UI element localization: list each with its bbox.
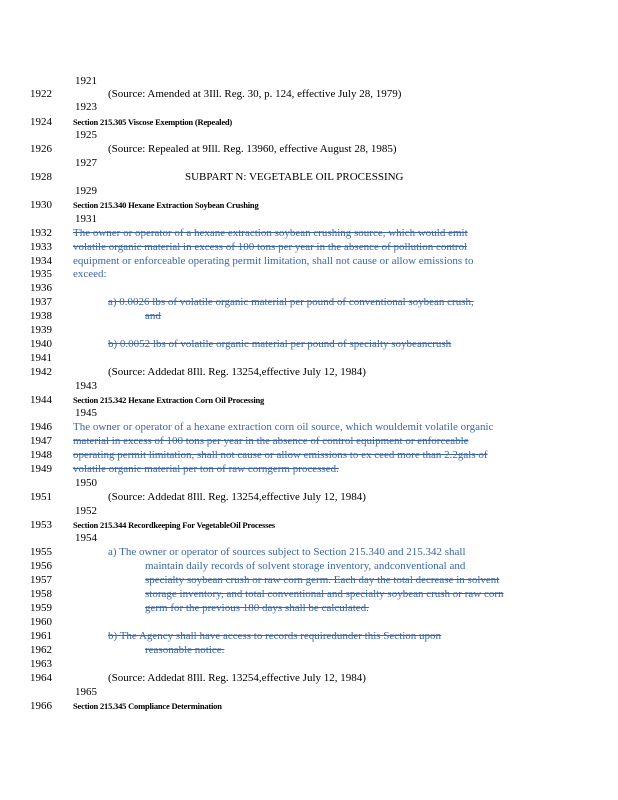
deleted-text: germ for the previous 180 days shall be calculated. xyxy=(145,602,369,614)
source-note: (Source: Addedat 8Ill. Reg. 13254,effective July 12, 1984) xyxy=(108,491,366,503)
line-number: 1950 xyxy=(75,477,97,489)
line-number: 1924 xyxy=(30,116,52,128)
line-number: 1936 xyxy=(30,282,52,294)
line-number: 1962 xyxy=(30,644,52,656)
line-number: 1960 xyxy=(30,616,52,628)
line-number: 1922 xyxy=(30,88,52,100)
line-number: 1948 xyxy=(30,449,52,461)
line-number: 1934 xyxy=(30,255,52,267)
section-heading: Section 215.345 Compliance Determination xyxy=(73,701,222,711)
line-number: 1952 xyxy=(75,505,97,517)
line-number: 1964 xyxy=(30,672,52,684)
section-heading: Section 215.344 Recordkeeping For VegetableOil Processes xyxy=(73,520,275,530)
line-number: 1943 xyxy=(75,380,97,392)
line-number: 1926 xyxy=(30,143,52,155)
source-note: (Source: Addedat 8Ill. Reg. 13254,effective July 12, 1984) xyxy=(108,366,366,378)
deleted-text: b) The Agency shall have access to records requiredunder this Section upon xyxy=(108,630,442,642)
section-heading: Section 215.340 Hexane Extraction Soybean Crushing xyxy=(73,200,259,210)
line-number: 1935 xyxy=(30,268,52,280)
section-heading: Section 215.342 Hexane Extraction Corn Oil Processing xyxy=(73,395,265,405)
deleted-text: volatile organic material in excess of 100 tons per year in the absence of pollution control xyxy=(73,241,468,253)
deleted-text: and xyxy=(145,310,161,322)
line-number: 1955 xyxy=(30,546,52,558)
line-number: 1932 xyxy=(30,227,52,239)
line-number: 1951 xyxy=(30,491,52,503)
source-note: (Source: Amended at 3Ill. Reg. 30, p. 124, effective July 28, 1979) xyxy=(108,88,402,100)
line-number: 1931 xyxy=(75,213,97,225)
inserted-text: The owner or operator of a hexane extraction corn oil source, which wouldemit volatile organic xyxy=(73,421,494,433)
line-number: 1944 xyxy=(30,394,52,406)
deleted-text: volatile organic material per ton of raw corngerm processed. xyxy=(73,463,339,475)
line-number: 1933 xyxy=(30,241,52,253)
line-number: 1956 xyxy=(30,560,52,572)
line-number: 1947 xyxy=(30,435,52,447)
deleted-text: The owner or operator of a hexane extraction soybean crushing source, which would emit xyxy=(73,227,468,239)
source-note: (Source: Repealed at 9Ill. Reg. 13960, effective August 28, 1985) xyxy=(108,143,397,155)
inserted-text: exceed: xyxy=(73,268,107,280)
deleted-text: specialty soybean crush or raw corn germ. Each day the total decrease in solvent xyxy=(145,574,500,586)
line-number: 1959 xyxy=(30,602,52,614)
line-number: 1965 xyxy=(75,686,97,698)
line-number: 1942 xyxy=(30,366,52,378)
section-heading: Section 215.305 Viscose Exemption (Repealed) xyxy=(73,117,233,127)
line-number: 1923 xyxy=(75,101,97,113)
inserted-text: maintain daily records of solvent storage inventory, andconventional and xyxy=(145,560,466,572)
line-number: 1928 xyxy=(30,171,52,183)
deleted-text: operating permit limitation, shall not cause or allow emissions to ex ceed more than 2.2gals of xyxy=(73,449,488,461)
line-number: 1941 xyxy=(30,352,52,364)
line-number: 1966 xyxy=(30,700,52,712)
source-note: (Source: Addedat 8Ill. Reg. 13254,effective July 12, 1984) xyxy=(108,672,366,684)
subpart-heading: SUBPART N: VEGETABLE OIL PROCESSING xyxy=(185,171,404,183)
line-number: 1929 xyxy=(75,185,97,197)
deleted-text: a) 0.0026 lbs of volatile organic material per pound of conventional soybean crush, xyxy=(108,296,474,308)
line-number: 1961 xyxy=(30,630,52,642)
line-number: 1957 xyxy=(30,574,52,586)
deleted-text: storage inventory, and total conventional and specialty soybean crush or raw corn xyxy=(145,588,504,600)
line-number: 1954 xyxy=(75,532,97,544)
line-number: 1938 xyxy=(30,310,52,322)
line-number: 1945 xyxy=(75,407,97,419)
line-number: 1946 xyxy=(30,421,52,433)
line-number: 1921 xyxy=(75,75,97,87)
line-number: 1953 xyxy=(30,519,52,531)
line-number: 1925 xyxy=(75,129,97,141)
line-number: 1958 xyxy=(30,588,52,600)
line-number: 1949 xyxy=(30,463,52,475)
line-number: 1930 xyxy=(30,199,52,211)
inserted-text: equipment or enforceable operating permit limitation, shall not cause or allow emissions to xyxy=(73,255,474,267)
deleted-text: reasonable notice. xyxy=(145,644,225,656)
line-number: 1927 xyxy=(75,157,97,169)
inserted-text: a) The owner or operator of sources subject to Section 215.340 and 215.342 shall xyxy=(108,546,466,558)
deleted-text: b) 0.0052 lbs of volatile organic material per pound of specialty soybeancrush xyxy=(108,338,452,350)
line-number: 1939 xyxy=(30,324,52,336)
line-number: 1963 xyxy=(30,658,52,670)
deleted-text: material in excess of 100 tons per year in the absence of control equipment or enforceable xyxy=(73,435,469,447)
line-number: 1940 xyxy=(30,338,52,350)
line-number: 1937 xyxy=(30,296,52,308)
